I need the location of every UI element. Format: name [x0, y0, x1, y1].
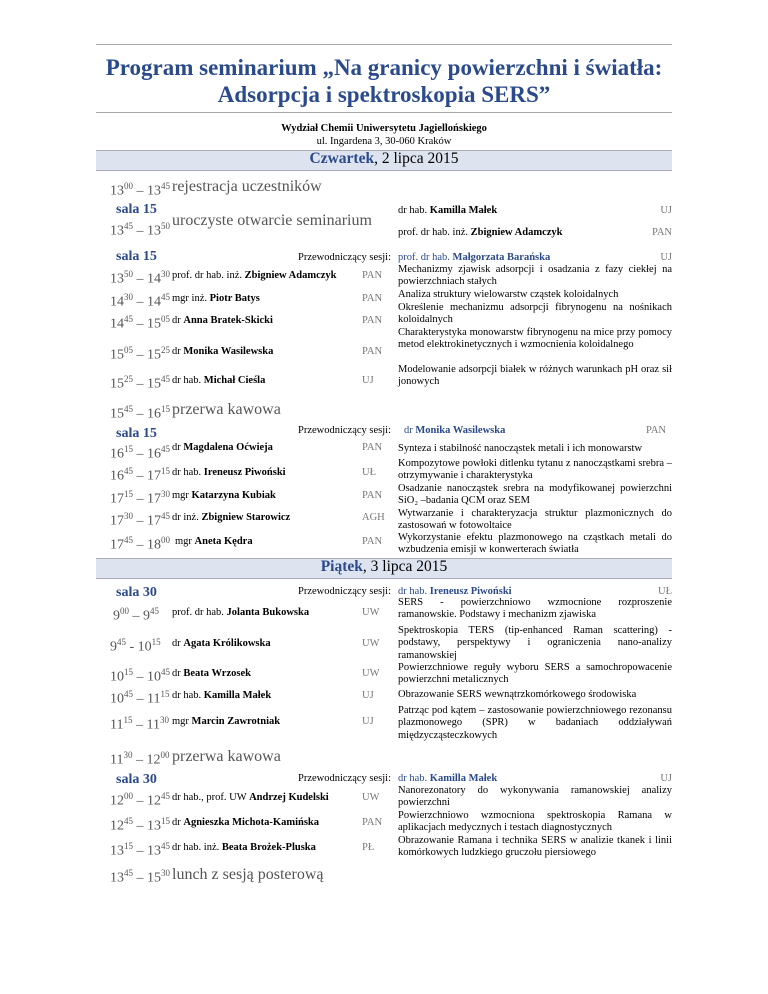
s3-talk5-aff: UJ: [362, 716, 374, 727]
institution: [96, 122, 672, 148]
day2-date: , 3 lipca 2015: [362, 558, 448, 575]
s3-talk1-time: $9^{00} - 9^{45}$: [113, 606, 159, 624]
s4-talk2-time: $12^{45} - 13^{15}$: [110, 816, 170, 834]
s4-talk3-speaker: dr hab. inż. Beata Brożek-Pluska: [172, 842, 316, 853]
day2-name: Piątek: [320, 558, 363, 575]
session4-chair-label: Przewodniczący sesji:: [297, 773, 391, 784]
s4-talk3-aff: PŁ: [362, 842, 375, 853]
header-bottom-rule: [96, 112, 672, 113]
opening-label: uroczyste otwarcie seminarium: [172, 212, 372, 229]
registration-label: rejestracja uczestników: [172, 178, 322, 195]
lunch-time: $13^{45} - 15^{30}$: [110, 868, 170, 886]
s2-talk1-desc: Synteza i stabilność nanocząstek metali i ich monowarstw: [398, 443, 643, 454]
s2-talk4-time: $17^{30} - 17^{45}$: [110, 511, 170, 529]
s1-talk4-speaker: dr Monika Wasilewska: [172, 346, 274, 357]
s1-talk3-time: $14^{45} - 15^{05}$: [110, 314, 170, 332]
s1-talk4-desc: Charakterystyka monowarstw fibrynogenu na mice przy pomocy metod elektrokinetycznych i wzmocnienia koloidalnego: [398, 327, 672, 351]
s3-talk1-aff: UW: [362, 607, 380, 618]
s4-talk2-speaker: dr Agnieszka Michota-Kamińska: [172, 817, 320, 828]
day1-date: , 2 lipca 2015: [374, 150, 459, 167]
s1-talk4-time: $15^{05} - 15^{25}$: [110, 345, 170, 363]
s4-talk1-time: $12^{00} - 12^{45}$: [110, 791, 170, 809]
session1-chair: prof. dr hab. Małgorzata Barańska UJ: [398, 252, 672, 263]
session3-chair: dr hab. Ireneusz Piwoński UŁ: [398, 586, 672, 597]
s1-talk1-aff: PAN: [362, 270, 383, 281]
title-line-2: Adsorpcja i spektroskopia SERS”: [217, 82, 551, 107]
s2-talk4-speaker: dr inż. Zbigniew Starowicz: [172, 512, 291, 523]
s2-talk4-desc: Wytwarzanie i charakteryzacja struktur plazmonicznych do zastosowań w fotowoltaice: [398, 508, 672, 532]
s3-talk5-time: $11^{15} - 11^{30}$: [110, 715, 169, 733]
session3-chair-label: Przewodniczący sesji:: [297, 586, 391, 597]
s2-talk2-speaker: dr hab. Ireneusz Piwoński: [172, 467, 286, 478]
institution-address: ul. Ingardena 3, 30-060 Kraków: [316, 136, 452, 147]
s3-talk1-speaker: prof. dr hab. Jolanta Bukowska: [172, 607, 310, 618]
s1-talk2-aff: PAN: [362, 293, 383, 304]
s1-talk2-speaker: mgr inż. Piotr Batys: [172, 293, 260, 304]
s1-talk3-speaker: dr Anna Bratek-Skicki: [172, 315, 273, 326]
s2-talk2-aff: UŁ: [362, 467, 376, 478]
s1-talk1-time: $13^{50} - 14^{30}$: [110, 269, 170, 287]
s2-talk5-desc: Wykorzystanie efektu plazmonowego na cząstkach metali do wzbudzenia emisji w konwerterach światła: [398, 532, 672, 556]
s4-talk2-desc: Powierzchniowo wzmocniona spektroskopia Ramana w aplikacjach medycznych i testach diagnostycznych: [398, 810, 672, 834]
break2-time: $11^{30} - 12^{00}$: [110, 750, 170, 768]
s3-talk3-speaker: dr Beata Wrzosek: [172, 668, 251, 679]
s1-talk3-desc: Określenie mechanizmu adsorpcji fibrynogenu na nośnikach koloidalnych: [398, 302, 672, 326]
s3-talk3-time: $10^{15} - 10^{45}$: [110, 667, 170, 685]
s3-talk4-aff: UJ: [362, 690, 374, 701]
lunch-label: lunch z sesją posterową: [172, 866, 324, 883]
s2-talk2-time: $16^{45} - 17^{15}$: [110, 466, 170, 484]
session2-chair: dr Monika Wasilewska PAN: [404, 425, 666, 436]
s1-talk5-desc: Modelowanie adsorpcji białek w różnych warunkach pH oraz sił jonowych: [398, 364, 672, 388]
s1-talk5-speaker: dr hab. Michał Cieśla: [172, 375, 266, 386]
day1-name: Czwartek: [309, 150, 375, 167]
session4-chair: dr hab. Kamilla Małek UJ: [398, 773, 672, 784]
session1-sala: sala 15: [116, 249, 157, 264]
institution-name: Wydział Chemii Uniwersytetu Jagiellońskiego: [281, 123, 487, 134]
opening-sala: sala 15: [116, 202, 157, 217]
s3-talk2-time: $9^{45} - 10^{15}$: [110, 637, 161, 655]
s1-talk2-time: $14^{30} - 14^{45}$: [110, 292, 170, 310]
s1-talk3-aff: PAN: [362, 315, 383, 326]
s2-talk1-aff: PAN: [362, 442, 383, 453]
s2-talk3-speaker: mgr Katarzyna Kubiak: [172, 490, 276, 501]
session2-sala: sala 15: [116, 426, 157, 441]
opening-guest-1: dr hab. Kamilla Małek UJ: [398, 205, 672, 216]
opening-guest-2: prof. dr hab. inż. Zbigniew Adamczyk PAN: [398, 227, 672, 238]
s3-talk3-aff: UW: [362, 668, 380, 679]
s4-talk1-aff: UW: [362, 792, 380, 803]
s4-talk2-aff: PAN: [362, 817, 383, 828]
s3-talk1-desc: SERS - powierzchniowo wzmocnione rozproszenie ramanowskie. Podstawy i mechanizm zjawiska: [398, 597, 672, 621]
session1-chair-label: Przewodniczący sesji:: [297, 252, 391, 263]
s2-talk5-speaker: mgr Aneta Kędra: [175, 536, 253, 547]
opening-time: $13^{45} - 13^{50}$: [110, 221, 170, 239]
s2-talk3-aff: PAN: [362, 490, 383, 501]
s3-talk5-desc: Patrząc pod kątem – zastosowanie powierzchniowego rezonansu plazmonowego (SPR) w badaniach oddziaływań międzycząsteczkowych: [398, 705, 672, 741]
s2-talk4-aff: AGH: [362, 512, 385, 523]
s3-talk2-aff: UW: [362, 638, 380, 649]
s2-talk1-speaker: dr Magdalena Oćwieja: [172, 442, 273, 453]
s3-talk2-desc: Spektroskopia TERS (tip-enhanced Raman scattering) - podstawy, perspektywy i ograniczenia nano-analizy ramanowskiej: [398, 625, 672, 661]
session3-sala: sala 30: [116, 585, 157, 600]
header-top-rule: [96, 44, 672, 45]
title-line-1: Program seminarium „Na granicy powierzchni i światła:: [105, 55, 663, 80]
s3-talk3-desc: Powierzchniowe reguły wyboru SERS a samochropowacenie powierzchni metalicznych: [398, 662, 672, 686]
break1-label: przerwa kawowa: [172, 401, 281, 418]
s2-talk3-time: $17^{15} - 17^{30}$: [110, 489, 170, 507]
s4-talk1-desc: Nanorezonatory do wykonywania ramanowskiej analizy powierzchni: [398, 785, 672, 809]
s2-talk5-aff: PAN: [362, 536, 383, 547]
day2-heading: [96, 557, 672, 577]
page-title: [96, 54, 672, 108]
session4-sala: sala 30: [116, 772, 157, 787]
s2-talk2-desc: Kompozytowe powłoki ditlenku tytanu z nanocząstkami srebra – otrzymywanie i charakterystyka: [398, 458, 672, 482]
break2-label: przerwa kawowa: [172, 748, 281, 765]
s1-talk5-time: $15^{25} - 15^{45}$: [110, 374, 170, 392]
session2-chair-label: Przewodniczący sesji:: [297, 425, 391, 436]
s1-talk4-aff: PAN: [362, 346, 383, 357]
day1-heading: [96, 149, 672, 169]
s3-talk5-speaker: mgr Marcin Zawrotniak: [172, 716, 281, 727]
s3-talk4-desc: Obrazowanie SERS wewnątrzkomórkowego środowiska: [398, 689, 637, 700]
s4-talk1-speaker: dr hab., prof. UW Andrzej Kudelski: [172, 792, 329, 803]
break1-time: $15^{45} - 16^{15}$: [110, 404, 170, 422]
s1-talk5-aff: UJ: [362, 375, 374, 386]
s1-talk1-speaker: prof. dr hab. inż. Zbigniew Adamczyk: [172, 270, 337, 281]
s3-talk4-speaker: dr hab. Kamilla Małek: [172, 690, 272, 701]
s2-talk5-time: $17^{45} - 18^{00}$: [110, 535, 170, 553]
s1-talk1-desc: Mechanizmy zjawisk adsorpcji i osadzania z fazy ciekłej na powierzchniach stałych: [398, 264, 672, 288]
s3-talk2-speaker: dr Agata Królikowska: [172, 638, 271, 649]
s4-talk3-desc: Obrazowanie Ramana i technika SERS w analizie tkanek i linii komórkowych ludzkiego gruczołu piersiowego: [398, 835, 672, 859]
s1-talk2-desc: Analiza struktury wielowarstw cząstek koloidalnych: [398, 289, 619, 300]
registration-time: $13^{00} - 13^{45}$: [110, 181, 170, 199]
s4-talk3-time: $13^{15} - 13^{45}$: [110, 841, 170, 859]
s2-talk1-time: $16^{15} - 16^{45}$: [110, 444, 170, 462]
s3-talk4-time: $10^{45} - 11^{15}$: [110, 689, 170, 707]
s2-talk3-desc: Osadzanie nanocząstek srebra na modyfikowanej powierzchni SiO₂ –badania QCM oraz SEM: [398, 483, 672, 507]
